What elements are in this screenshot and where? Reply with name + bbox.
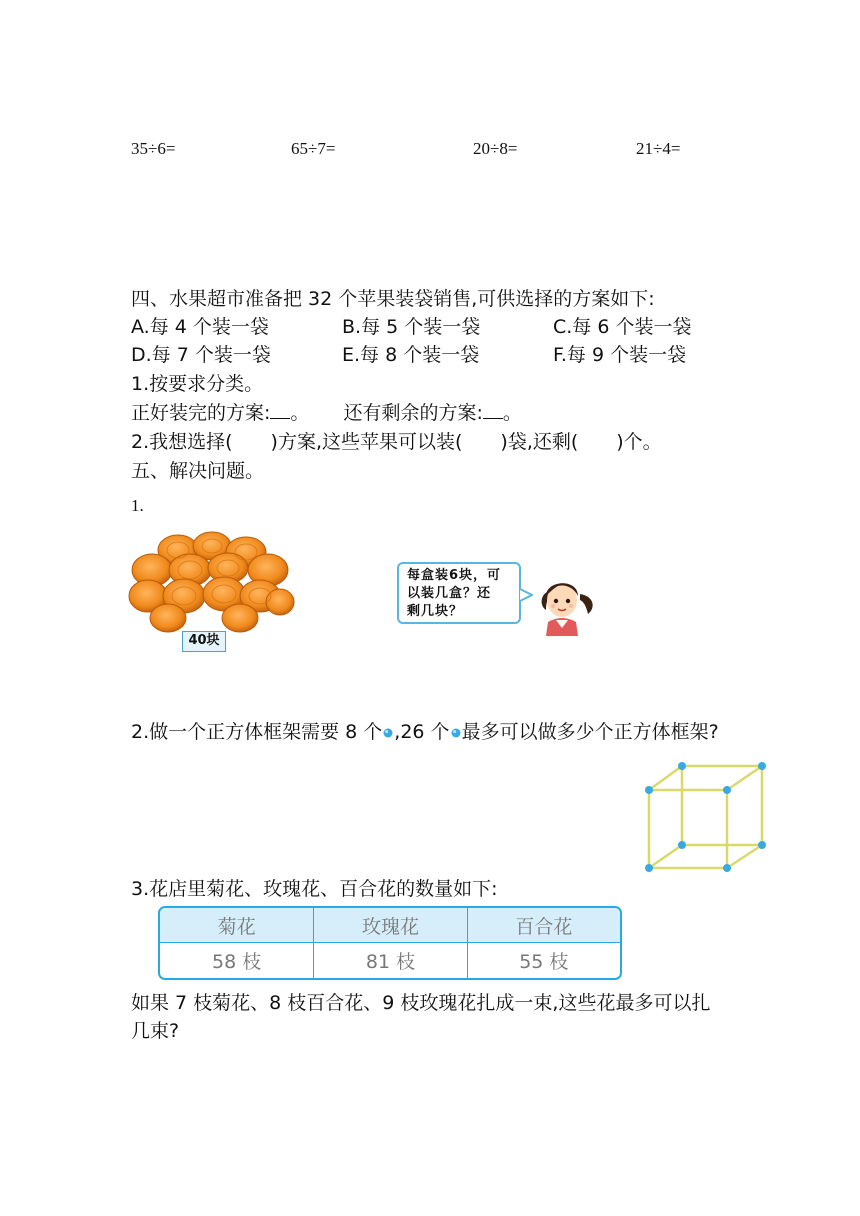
table-header-rose: 玫瑰花 bbox=[313, 908, 466, 943]
option-c: C.每 6 个装一袋 bbox=[553, 316, 692, 338]
calc-4: 21÷4= bbox=[636, 139, 681, 158]
bubble-tail-icon bbox=[519, 588, 533, 602]
q1-remain-end: 。 bbox=[502, 402, 522, 424]
cube-frame-image bbox=[640, 758, 770, 878]
section4-title: 四、水果超市准备把 32 个苹果装袋销售,可供选择的方案如下: bbox=[131, 288, 655, 310]
bubble-line-2: 以装几盒？还 bbox=[407, 586, 492, 601]
problem3-title: 3.花店里菊花、玫瑰花、百合花的数量如下: bbox=[131, 878, 498, 900]
q1-label: 1.按要求分类。 bbox=[131, 373, 264, 395]
q1-exact-blank[interactable] bbox=[270, 400, 290, 419]
bubble-line-1: 每盒装6块，可 bbox=[407, 568, 502, 583]
calc-2: 65÷7= bbox=[291, 139, 336, 158]
q2-line: 2.我想选择( )方案,这些苹果可以装( )袋,还剩( )个。 bbox=[131, 431, 662, 453]
calc-1: 35÷6= bbox=[131, 139, 176, 158]
q1-fill-line bbox=[131, 399, 522, 427]
table-cell-lily: 55 枝 bbox=[467, 943, 620, 978]
problem3-question-line1: 如果 7 枝菊花、8 枝百合花、9 枝玫瑰花扎成一束,这些花最多可以扎 bbox=[131, 992, 711, 1014]
girl-character-image bbox=[536, 572, 598, 636]
problem3-question-line2: 几束? bbox=[131, 1020, 180, 1042]
mooncake-pile-image bbox=[128, 530, 296, 636]
table-header-chrysanthemum: 菊花 bbox=[160, 908, 313, 943]
connector-ball-icon bbox=[382, 727, 394, 739]
calc-3: 20÷8= bbox=[473, 139, 518, 158]
option-f: F.每 9 个装一袋 bbox=[553, 344, 687, 366]
option-d: D.每 7 个装一袋 bbox=[131, 344, 271, 366]
speech-bubble bbox=[397, 562, 521, 624]
problem2-line bbox=[131, 718, 719, 746]
section5-title: 五、解决问题。 bbox=[131, 460, 265, 482]
problem1-number: 1. bbox=[131, 496, 144, 515]
problem2-text-a: 2.做一个正方体框架需要 8 个 bbox=[131, 721, 383, 743]
problem2-text-b: ,26 个 bbox=[394, 721, 450, 743]
option-e: E.每 8 个装一袋 bbox=[342, 344, 480, 366]
q1-remain-label: 还有剩余的方案: bbox=[343, 402, 483, 424]
table-cell-rose: 81 枝 bbox=[313, 943, 466, 978]
flower-table bbox=[158, 906, 622, 980]
table-cell-chrysanthemum: 58 枝 bbox=[212, 951, 262, 973]
option-b: B.每 5 个装一袋 bbox=[342, 316, 481, 338]
quantity-tag: 40块 bbox=[182, 631, 226, 652]
table-header-lily: 百合花 bbox=[467, 908, 620, 943]
connector-ball-icon bbox=[450, 727, 462, 739]
q1-remain-blank[interactable] bbox=[483, 400, 503, 419]
bubble-line-3: 剩几块？ bbox=[407, 604, 464, 619]
problem2-text-c: 最多可以做多少个正方体框架? bbox=[461, 721, 719, 743]
q1-exact-label: 正好装完的方案: bbox=[131, 402, 271, 424]
q1-exact-end: 。 bbox=[290, 402, 310, 424]
option-a: A.每 4 个装一袋 bbox=[131, 316, 269, 338]
